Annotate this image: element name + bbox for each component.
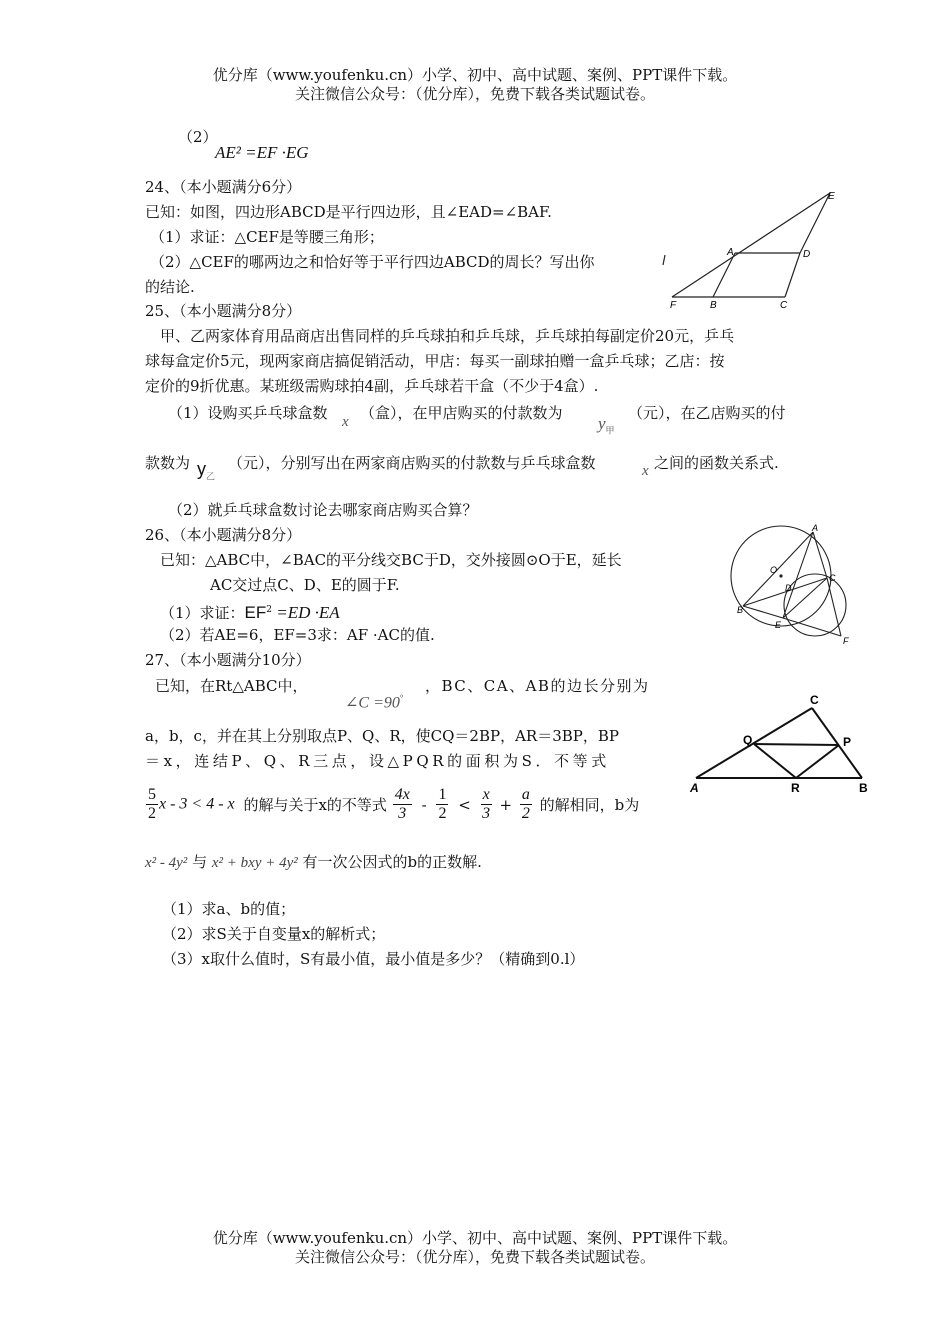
q26-part1-label: （1）求证： <box>160 604 245 622</box>
q26-stem-2: AC交过点C、D、E的圆于F. <box>210 576 400 594</box>
q27-label-a: A <box>690 781 699 795</box>
q27-stem-3: ＝x，连结P、Q、R三点，设△PQR的面积为S．不等式 <box>145 752 610 770</box>
q25-stem-2: 球每盒定价5元，现两家商店搞促销活动，甲店：每买一副球拍赠一盒乒乓球；乙店：按 <box>145 352 725 370</box>
q27-label-q: Q <box>743 733 753 747</box>
q25-sub-yi: 乙 <box>206 471 216 482</box>
q24-heading: 24、（本小题满分6分） <box>145 178 302 196</box>
q27-f3-num: x <box>482 786 490 803</box>
q26-label-f: F <box>843 636 849 646</box>
q26-label-b: B <box>737 605 744 615</box>
q24-label-c: C <box>780 300 788 310</box>
q25-sub-jia: 甲 <box>605 425 615 436</box>
q25-heading: 25、（本小题满分8分） <box>145 302 302 320</box>
q27-stem-1b: ，BC、CA、AB的边长分别为 <box>425 677 650 695</box>
q25-var-x-2: x <box>642 463 649 479</box>
q25-part1-c: （元），在乙店购买的付 <box>628 404 786 422</box>
q25-stem-1: 甲、乙两家体育用品商店出售同样的乒乓球拍和乒乓球，乒乓球拍每副定价20元，乒乓 <box>160 327 735 345</box>
q25-var-x-1: x <box>342 414 349 430</box>
q27-ineq1-frac <box>146 786 158 823</box>
q27-label-p: P <box>843 735 852 749</box>
q27-label-b: B <box>859 781 868 795</box>
q24-part2-cont: 的结论. <box>145 278 195 296</box>
q27-f4-den: 2 <box>521 805 530 822</box>
q26-heading: 26、（本小题满分8分） <box>145 526 302 544</box>
q26-part2: （2）若AE=6，EF=3求：AF ·AC的值. <box>160 626 435 644</box>
q27-poly1: x² - 4y² <box>145 855 188 871</box>
q27-part1: （1）求a、b的值； <box>162 900 296 918</box>
q25-part1-a: （1）设购买乒乓球盒数 <box>168 404 328 422</box>
q24-figure <box>660 185 845 310</box>
q25-var-y-yi: y <box>197 459 206 479</box>
q25-part1-e: （元），分别写出在两家商店购买的付款数与乒乓球盒数 <box>228 454 596 472</box>
q27-f2-den: 2 <box>438 805 447 822</box>
q27-heading: 27、（本小题满分10分） <box>145 651 311 669</box>
q24-label-d: D <box>803 249 811 260</box>
footer-line-1: 优分库（www.youfenku.cn）小学、初中、高中试题、案例、PPT课件下载。 <box>212 1229 738 1247</box>
q23-formula: AE² =EF ·EG <box>215 143 309 162</box>
footer-line-2: 关注微信公众号：（优分库），免费下载各类试题试卷。 <box>294 1248 655 1266</box>
q26-part1-formula: =ED ·EA <box>272 603 340 622</box>
q27-f3 <box>481 786 492 823</box>
q27-f4 <box>520 786 532 823</box>
q27-part3: （3）x取什么值时，S有最小值，最小值是多少？（精确到0.l） <box>162 950 585 968</box>
q27-ineq1-num: 5 <box>148 786 156 803</box>
q26-label-c: C <box>829 573 836 583</box>
q27-deg: ° <box>399 693 404 703</box>
q26-label-d: D <box>785 583 792 593</box>
q27-label-c: C <box>810 693 819 707</box>
q25-part1-d: 款数为 <box>145 454 191 472</box>
q27-minus: - <box>421 795 427 814</box>
q27-f3-den: 3 <box>482 805 491 822</box>
q24-label-e: E <box>828 191 835 202</box>
q27-part2: （2）求S关于自变量x的解析式； <box>162 925 386 943</box>
q27-f1-num: 4x <box>394 786 410 803</box>
q25-part2: （2）就乒乓球盒数讨论去哪家商店购买合算？ <box>168 501 478 519</box>
header-line-2: 关注微信公众号：（优分库），免费下载各类试题试卷。 <box>294 85 655 103</box>
q26-ef: EF <box>244 603 267 622</box>
q24-label-f: F <box>670 300 677 310</box>
q27-angle: ∠C =90 <box>345 694 400 712</box>
q27-line5-rest: 有一次公因式的b的正数解. <box>302 853 482 871</box>
q27-f1-den: 3 <box>398 805 407 822</box>
q27-tail-text: 的解相同，b为 <box>539 796 640 814</box>
q25-var-y-jia: y <box>598 414 606 433</box>
q27-figure <box>688 690 868 795</box>
q27-f2 <box>436 786 448 823</box>
q27-f4-num: a <box>521 786 530 803</box>
q27-f1 <box>393 786 412 823</box>
q24-label-b: B <box>710 300 717 310</box>
q25-part1-f: 之间的函数关系式. <box>654 454 779 472</box>
q27-and: 与 <box>192 853 208 871</box>
q27-lt: < <box>458 795 471 814</box>
q27-inequality-row <box>145 786 639 832</box>
q23-part2-label: （2） <box>178 128 218 146</box>
q26-label-e: E <box>775 620 782 630</box>
q27-f2-num: 1 <box>438 786 447 803</box>
q24-part2: （2）△CEF的哪两边之和恰好等于平行四边ABCD的周长？写出你 <box>150 253 595 271</box>
q26-label-o: O <box>770 565 778 575</box>
q25-part1-b: （盒），在甲店购买的付款数为 <box>360 404 563 422</box>
q26-label-a: A <box>812 523 819 533</box>
q26-stem-1: 已知：△ABC中，∠BAC的平分线交BC于D，交外接圆⊙O于E，延长 <box>160 551 622 569</box>
q26-figure <box>725 520 855 650</box>
q27-label-r: R <box>791 781 800 795</box>
q27-ineq1-den: 2 <box>148 805 156 822</box>
q27-stem-1a: 已知，在Rt△ABC中， <box>155 677 308 695</box>
q27-plus: + <box>499 795 513 814</box>
q24-label-a: A <box>727 247 734 258</box>
header-line-1: 优分库（www.youfenku.cn）小学、初中、高中试题、案例、PPT课件下载。 <box>212 66 738 84</box>
q27-poly2: x² + bxy + 4y² <box>211 855 298 871</box>
q25-stem-3: 定价的9折优惠。某班级需购球拍4副，乒乓球若干盒（不少于4盒）. <box>145 377 599 395</box>
q26-ef-sup: 2 <box>266 605 273 615</box>
q27-ineq1-rest: x - 3 < 4 - x <box>159 795 235 813</box>
q24-stem: 已知：如图，四边形ABCD是平行四边形，且∠EAD=∠BAF. <box>145 203 552 221</box>
q24-part1: （1）求证：△CEF是等腰三角形； <box>150 228 384 246</box>
q27-stem-2: a，b，c，并在其上分别取点P、Q、R，使CQ＝2BP，AR＝3BP，BP <box>145 727 619 745</box>
q27-mid-text: 的解与关于x的不等式 <box>243 796 387 814</box>
